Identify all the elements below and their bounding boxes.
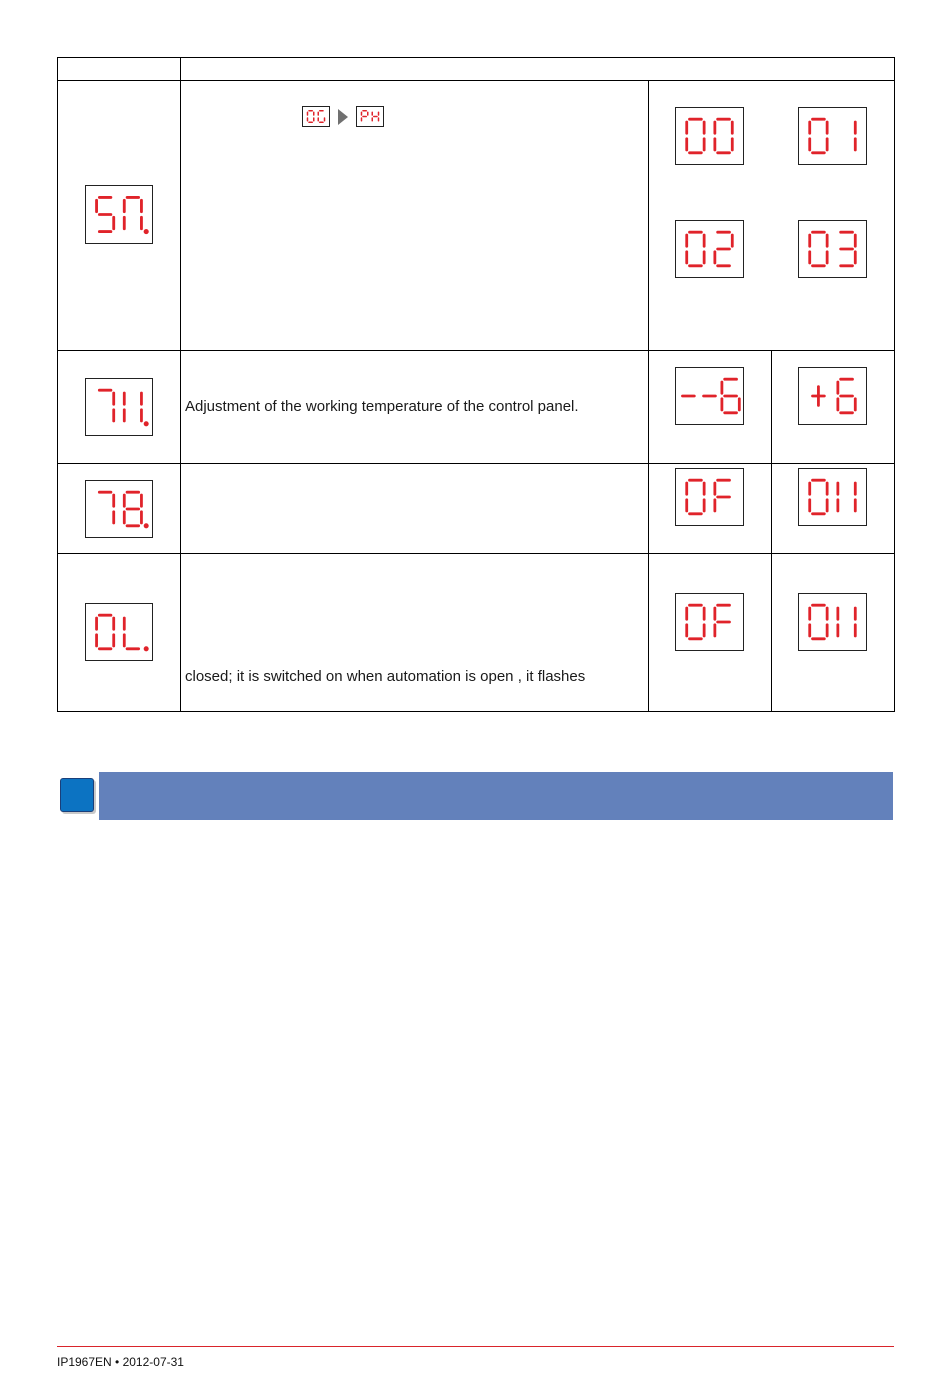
segment-glyphs — [86, 186, 152, 243]
value-display — [798, 593, 867, 651]
inline-path — [302, 106, 384, 127]
display-code-tb — [85, 480, 153, 538]
segment-glyphs — [799, 221, 866, 277]
table-row — [58, 81, 895, 351]
value-display — [675, 593, 744, 651]
segment-glyphs — [357, 107, 383, 126]
table-header-row — [58, 58, 895, 81]
segment-glyphs — [303, 107, 329, 126]
arrow-right-icon — [337, 109, 349, 125]
segment-glyphs — [799, 108, 866, 164]
display-code-ol — [85, 603, 153, 661]
value-display — [798, 107, 867, 165]
table-row — [58, 464, 895, 554]
segment-glyphs — [799, 368, 866, 424]
row-description: closed; it is switched on when automation is open , it flashes — [185, 668, 586, 685]
row-description: Adjustment of the working temperature of the control panel. — [185, 398, 579, 415]
segment-glyphs — [676, 108, 743, 164]
value-display — [675, 220, 744, 278]
segment-glyphs — [799, 469, 866, 525]
value-display — [798, 468, 867, 526]
segment-glyphs — [799, 594, 866, 650]
segment-glyphs — [86, 379, 152, 435]
segment-glyphs — [676, 469, 743, 525]
parameters-table — [57, 57, 895, 712]
value-display — [675, 468, 744, 526]
footer-rule — [57, 1346, 894, 1347]
display-code-tn — [85, 378, 153, 436]
value-display — [675, 367, 744, 425]
segment-glyphs — [676, 594, 743, 650]
segment-glyphs — [86, 481, 152, 537]
section-marker-icon — [60, 778, 94, 812]
segment-glyphs — [676, 368, 743, 424]
code-dg-icon — [302, 106, 330, 127]
value-display — [798, 220, 867, 278]
value-display — [798, 367, 867, 425]
section-header-bar — [99, 772, 893, 820]
value-display — [675, 107, 744, 165]
display-code-sm — [85, 185, 153, 244]
segment-glyphs — [86, 604, 152, 660]
table-row — [58, 554, 895, 712]
code-ph-icon — [356, 106, 384, 127]
segment-glyphs — [676, 221, 743, 277]
footer-doc-id: IP1967EN • 2012-07-31 — [57, 1355, 184, 1369]
